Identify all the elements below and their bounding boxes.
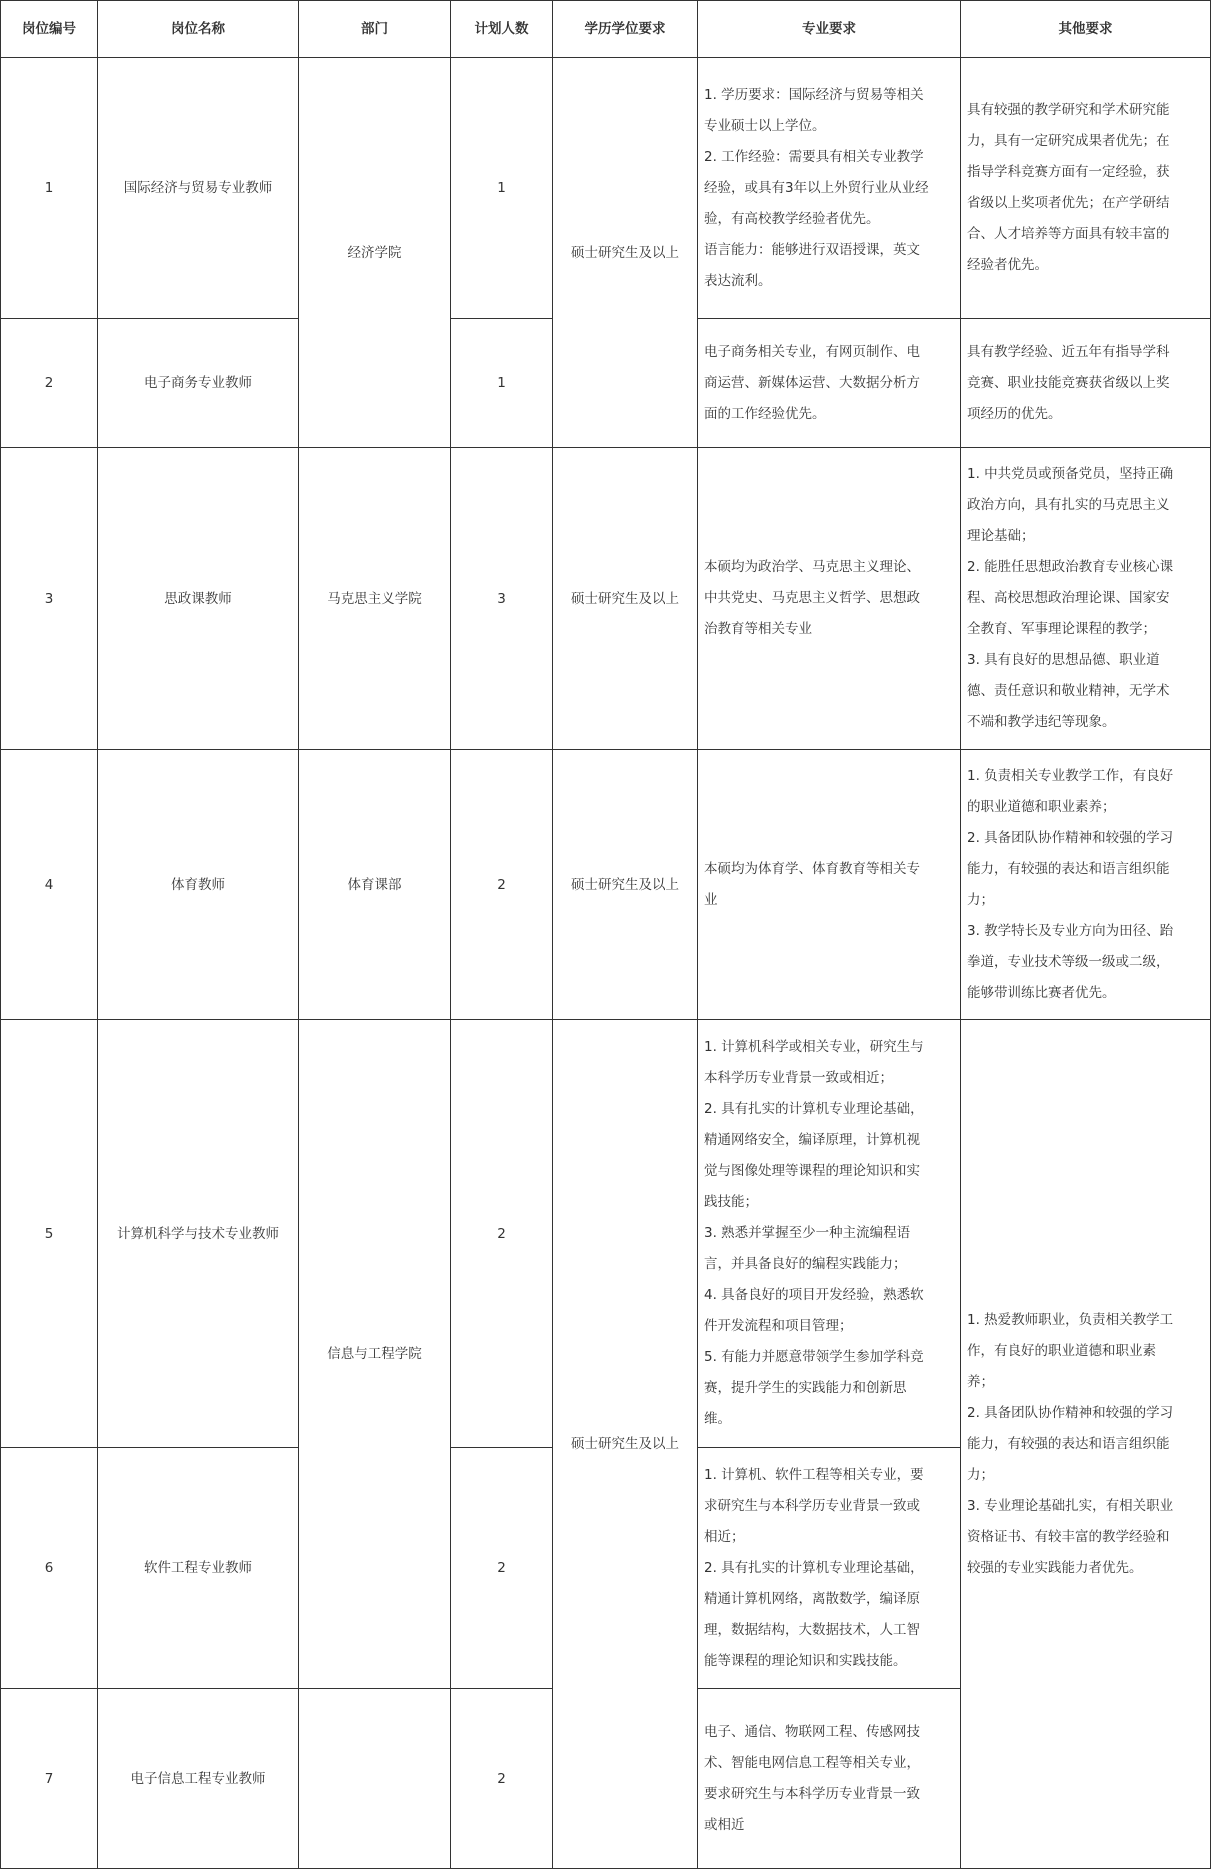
header-other-text: 其他要求 — [1058, 21, 1113, 37]
row-4-name-text: 体育教师 — [171, 876, 225, 893]
header-position-name-text: 岗位名称 — [171, 21, 225, 37]
header-planned-count-text: 计划人数 — [474, 21, 529, 37]
row-1-name — [97, 57, 299, 319]
other-rows-5-7 — [960, 1019, 1211, 1869]
row-7-major — [697, 1688, 961, 1869]
dept-pe-text: 体育课部 — [347, 876, 402, 893]
degree-rows-1-2-text: 硕士研究生及以上 — [571, 244, 679, 261]
row-1-id — [0, 57, 98, 319]
header-degree — [552, 0, 698, 58]
degree-row-4 — [552, 749, 698, 1020]
header-degree-text: 学历学位要求 — [584, 21, 666, 37]
row-2-count-text: 1 — [497, 375, 506, 391]
row-2-major-text: 电子商务相关专业，有网页制作、电 商运营、新媒体运营、大数据分析方 面的工作经验优先。 — [704, 343, 920, 422]
row-4-other-text: 1. 负责相关专业教学工作，有良好 的职业道德和职业素养； 2. 具备团队协作精神和较强的学习 能力，有较强的表达和语言组织能 力； 3. 教学特长及专业方向为田径、跆 拳道，专业技术等级一级或二级， 能够带训练比赛者优先。 — [967, 767, 1174, 1001]
header-major-text: 专业要求 — [802, 21, 856, 37]
row-1-id-text: 1 — [44, 180, 54, 196]
header-position-name — [97, 0, 299, 58]
row-7-count-text: 2 — [497, 1770, 506, 1787]
row-4-id — [0, 749, 98, 1020]
row-6-name-text: 软件工程专业教师 — [144, 1560, 252, 1576]
row-4-count-text: 2 — [497, 876, 506, 893]
degree-rows-5-7-text: 硕士研究生及以上 — [571, 1436, 679, 1452]
header-planned-count — [450, 0, 553, 58]
row-3-other — [960, 447, 1211, 750]
row-7-name — [97, 1688, 299, 1869]
row-4-name — [97, 749, 299, 1020]
row-2-name — [97, 318, 299, 448]
row-1-count — [450, 57, 553, 319]
header-department — [298, 0, 451, 58]
dept-row-7-blank — [298, 1688, 451, 1869]
degree-rows-1-2 — [552, 57, 698, 448]
row-6-count-text: 2 — [497, 1560, 506, 1576]
row-2-other-text: 具有教学经验、近五年有指导学科 竞赛、职业技能竞赛获省级以上奖 项经历的优先。 — [967, 343, 1170, 422]
row-3-name — [97, 447, 299, 750]
header-major — [697, 0, 961, 58]
row-1-name-text: 国际经济与贸易专业教师 — [123, 180, 273, 196]
row-2-id-text: 2 — [44, 375, 54, 391]
dept-economics-text: 经济学院 — [347, 244, 402, 261]
row-4-major — [697, 749, 961, 1020]
row-7-major-text: 电子、通信、物联网工程、传感网技 术、智能电网信息工程等相关专业， 要求研究生与本科学历专业背景一致 或相近 — [704, 1723, 920, 1833]
dept-economics — [298, 57, 451, 448]
row-6-major-text: 1. 计算机、软件工程等相关专业，要 求研究生与本科学历专业背景一致或 相近； 2. 具有扎实的计算机专业理论基础， 精通计算机网络，离散数学，编译原 理，数据结构，大数据技术，人工智 能等课程的理论知识和实践技能。 — [704, 1466, 924, 1669]
row-3-id-text: 3 — [44, 590, 54, 607]
row-4-major-text: 本硕均为体育学、体育教育等相关专 业 — [704, 860, 920, 908]
row-5-count — [450, 1019, 553, 1448]
row-1-major — [697, 57, 961, 319]
row-6-id-text: 6 — [44, 1560, 54, 1576]
row-5-major-text: 1. 计算机科学或相关专业，研究生与 本科学历专业背景一致或相近； 2. 具有扎实的计算机专业理论基础， 精通网络安全，编译原理，计算机视 觉与图像处理等课程的理论知识和实 践技能； 3. 熟悉并掌握至少一种主流编程语 言，并具备良好的编程实践能力； 4. 具备良好的项目开发经验，熟悉软 件开发流程和项目管理； 5. 有能力并愿意带领学生参加学科竞 赛，提升学生的实践能力和创新思 维。 — [704, 1039, 924, 1427]
other-rows-5-7-text: 1. 热爱教师职业，负责相关教学工 作，有良好的职业道德和职业素 养； 2. 具备团队协作精神和较强的学习 能力，有较强的表达和语言组织能 力； 3. 专业理论基础扎实，有相关职业 资格证书、有较丰富的教学经验和 较强的专业实践能力者优先。 — [967, 1311, 1174, 1576]
degree-row-3 — [552, 447, 698, 750]
row-6-id — [0, 1447, 98, 1689]
row-3-major-text: 本硕均为政治学、马克思主义理论、 中共党史、马克思主义哲学、思想政 治教育等相关专业 — [704, 559, 920, 637]
dept-marxism — [298, 447, 451, 750]
row-2-major — [697, 318, 961, 448]
row-1-major-text: 1. 学历要求：国际经济与贸易等相关 专业硕士以上学位。 2. 工作经验：需要具有相关专业教学 经验，或具有3年以上外贸行业从业经 验，有高校教学经验者优先。 语言能力：能够进行双语授课，英文 表达流利。 — [704, 86, 929, 289]
dept-info-engineering — [298, 1019, 451, 1689]
row-5-count-text: 2 — [497, 1225, 506, 1242]
row-7-id-text: 7 — [44, 1770, 54, 1787]
row-4-other — [960, 749, 1211, 1020]
row-3-id — [0, 447, 98, 750]
row-5-major — [697, 1019, 961, 1448]
row-1-other-text: 具有较强的教学研究和学术研究能 力，具有一定研究成果者优先；在 指导学科竞赛方面有一定经验，获 省级以上奖项者优先；在产学研结 合、人才培养等方面具有较丰富的 经验者优先。 — [967, 102, 1170, 273]
row-1-other — [960, 57, 1211, 319]
header-position-id-text: 岗位编号 — [22, 21, 76, 37]
degree-row-4-text: 硕士研究生及以上 — [571, 876, 679, 893]
row-6-name — [97, 1447, 299, 1689]
row-3-other-text: 1. 中共党员或预备党员，坚持正确 政治方向，具有扎实的马克思主义 理论基础； 2. 能胜任思想政治教育专业核心课 程、高校思想政治理论课、国家安 全教育、军事理论课程的教学； 3. 具有良好的思想品德、职业道 德、责任意识和敬业精神，无学术 不端和教学违纪等现象。 — [967, 466, 1174, 730]
dept-info-engineering-text: 信息与工程学院 — [327, 1346, 422, 1362]
row-5-id-text: 5 — [44, 1225, 54, 1242]
row-3-major — [697, 447, 961, 750]
row-7-id — [0, 1688, 98, 1869]
row-3-name-text: 思政课教师 — [164, 590, 232, 607]
row-6-major — [697, 1447, 961, 1689]
row-2-id — [0, 318, 98, 448]
row-2-name-text: 电子商务专业教师 — [144, 375, 252, 391]
row-3-count — [450, 447, 553, 750]
row-7-name-text: 电子信息工程专业教师 — [130, 1770, 266, 1787]
row-5-id — [0, 1019, 98, 1448]
row-7-count — [450, 1688, 553, 1869]
degree-row-3-text: 硕士研究生及以上 — [571, 590, 679, 607]
row-1-count-text: 1 — [497, 180, 506, 196]
row-5-name-text: 计算机科学与技术专业教师 — [117, 1225, 279, 1242]
degree-rows-5-7 — [552, 1019, 698, 1869]
row-5-name — [97, 1019, 299, 1448]
row-6-count — [450, 1447, 553, 1689]
row-2-other — [960, 318, 1211, 448]
row-2-count — [450, 318, 553, 448]
header-other — [960, 0, 1211, 58]
dept-marxism-text: 马克思主义学院 — [327, 590, 422, 607]
row-4-id-text: 4 — [44, 876, 54, 893]
row-4-count — [450, 749, 553, 1020]
header-position-id — [0, 0, 98, 58]
header-department-text: 部门 — [361, 21, 388, 37]
row-3-count-text: 3 — [497, 590, 506, 607]
dept-pe — [298, 749, 451, 1020]
